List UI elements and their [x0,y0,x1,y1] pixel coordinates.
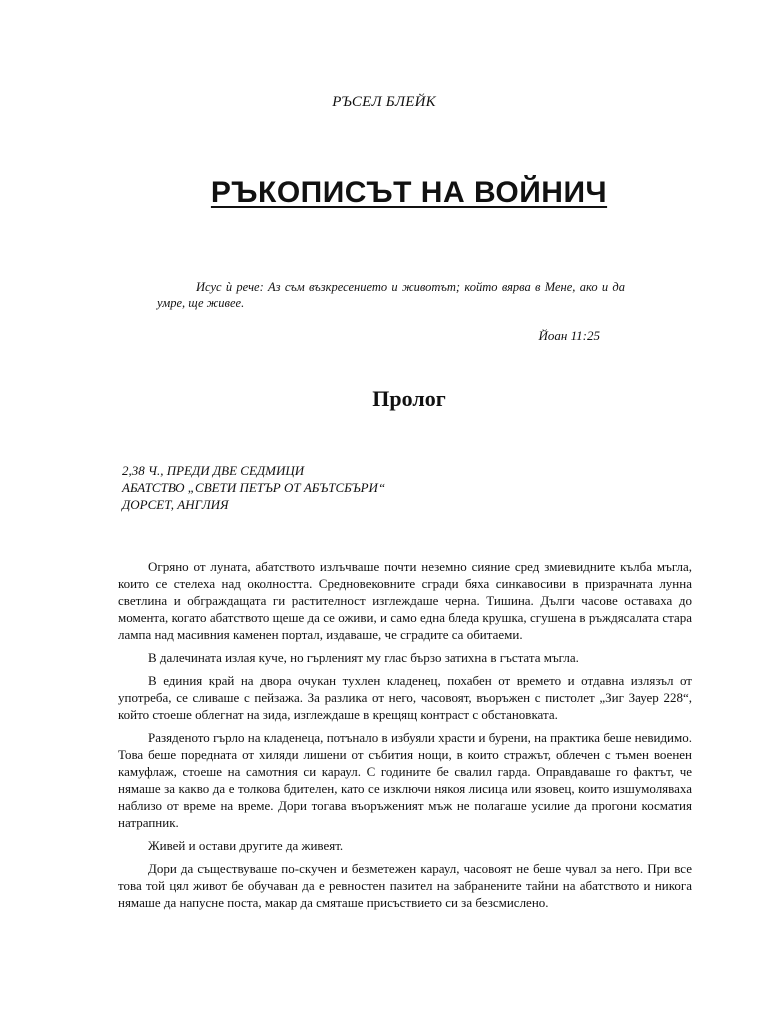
paragraph: Разяденото гърло на кладенеца, потънало в избуяли храсти и бурени, на практика беше невидимо. Това беше поредната от хиляди лишени от събития нощи, в които стражът, облечен с тъмен военен камуфлаж, стоеше на самотния си караул. С годините бе свалил гарда. Оправдаваше го фактът, че нямаше за какво да е толкова бдителен, като се изключи някоя лисица или язовец, които изшумоляваха наблизо от време на време. Дори тогава въоръженият мъж не полагаше усилие да прогони косматия натрапник. [118,730,692,830]
paragraph: Дори да съществуваше по-скучен и безметежен караул, часовоят не беше чувал за него. При все това той цял живот бе обучаван да е ревностен пазител на забранените тайни на абатството и никога нямаше да напусне поста, макар да смяташе присъствието си за безсмислено. [118,861,692,910]
epigraph-text: Исус ѝ рече: Аз съм възкресението и животът; който вярва в Мене, ако и да умре, ще живее. [157,280,625,310]
dateline-time: 2,38 Ч., ПРЕДИ ДВЕ СЕДМИЦИ [122,463,305,478]
book-title: РЪКОПИСЪТ НА ВОЙНИЧ [210,176,608,209]
paragraph: В единия край на двора очукан тухлен кладенец, похабен от времето и отдавна излязъл от употреба, се сливаше с пейзажа. За разлика от него, часовоят, въоръжен с пистолет „Зиг Зауер 228“, който стоеше облегнат на зида, изглеждаше в крещящ контраст с обстановката. [118,673,692,722]
chapter-title: Пролог [372,386,446,411]
epigraph-reference: Йоан 11:25 [538,328,600,343]
paragraph: Живей и остави другите да живеят. [148,838,344,853]
dateline-place: АБАТСТВО „СВЕТИ ПЕТЪР ОТ АБЪТСБЪРИ“ [122,480,386,495]
author-name: РЪСЕЛ БЛЕЙК [332,94,436,110]
paragraph: Огряно от луната, абатството излъчваше почти неземно сияние сред змиевидните кълба мъгла, които се стелеха над околността. Средновековните сгради бяха синкавосиви в призрачната лунна светлина и обграждащата ги растителност изглеждаше черна. Тишина. Дълги часове оставаха до момента, когато абатството щеше да се оживи, и само една бледа крушка, сгушена в ръждясалата стара лампа над масивния каменен портал, издаваше, че сградите са обитаеми. [118,559,692,642]
dateline [122,462,385,513]
dateline-region: ДОРСЕТ, АНГЛИЯ [122,497,229,512]
paragraph: В далечината излая куче, но гърленият му глас бързо затихна в гъстата мъгла. [148,650,579,665]
body-text [118,558,692,917]
